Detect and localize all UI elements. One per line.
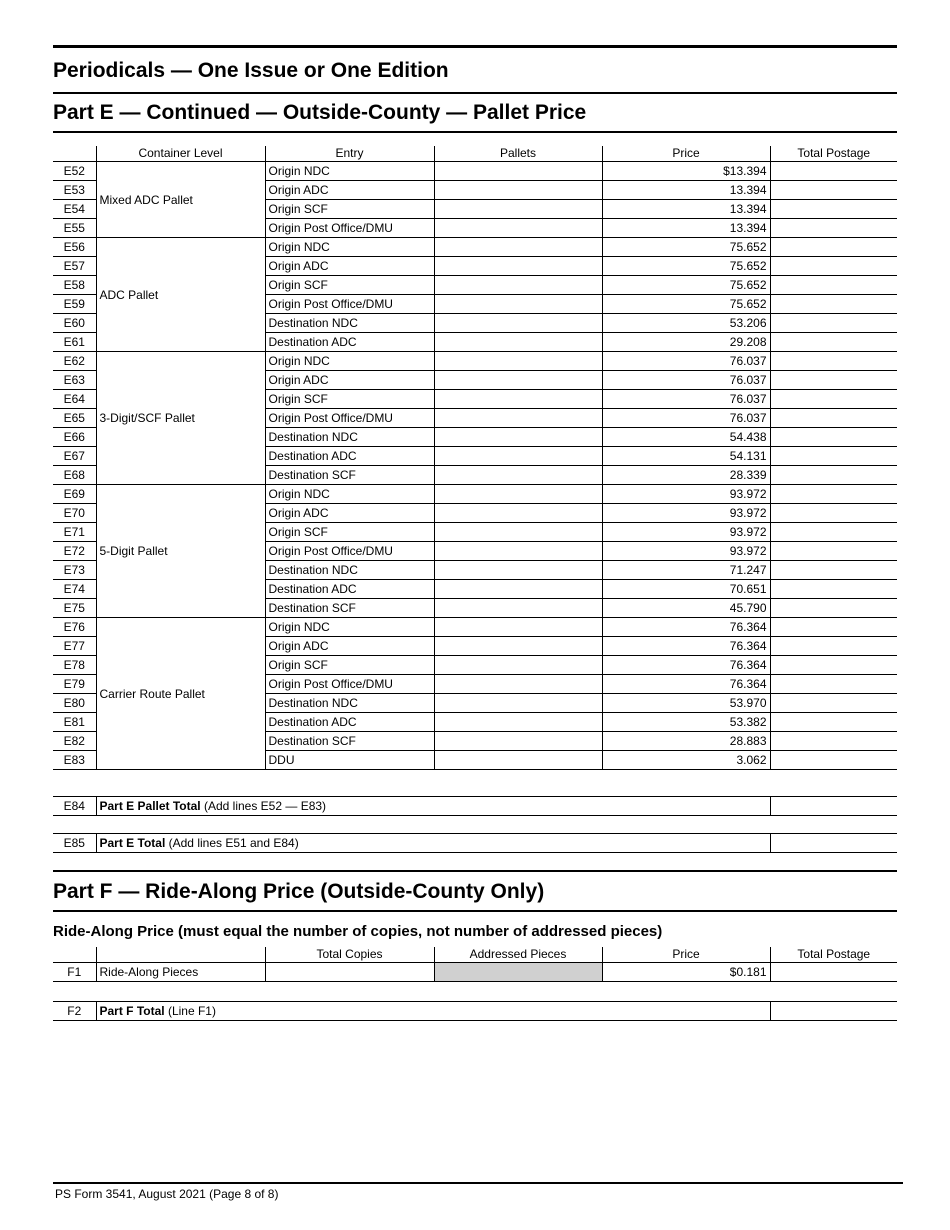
entry-cell: Origin NDC xyxy=(265,162,434,181)
price-cell: 76.037 xyxy=(602,352,770,371)
total-label-note: (Line F1) xyxy=(164,1004,216,1018)
price-cell: 29.208 xyxy=(602,333,770,352)
total-label xyxy=(96,834,770,853)
price-cell: 76.364 xyxy=(602,675,770,694)
line-number: E59 xyxy=(53,295,96,314)
total-postage-field[interactable] xyxy=(770,542,897,561)
price-cell: 93.972 xyxy=(602,485,770,504)
table-row xyxy=(53,485,897,504)
container-level-cell: 5-Digit Pallet xyxy=(96,485,265,618)
line-number: E75 xyxy=(53,599,96,618)
line-number: E63 xyxy=(53,371,96,390)
part-e-heading: Part E — Continued — Outside-County — Pallet Price xyxy=(53,101,587,124)
part-f-header-row xyxy=(53,947,897,963)
total-postage-field[interactable] xyxy=(770,200,897,219)
entry-cell: Origin NDC xyxy=(265,618,434,637)
pallets-field[interactable] xyxy=(434,295,602,314)
total-copies-header: Total Copies xyxy=(265,947,434,963)
total-postage-field[interactable] xyxy=(770,276,897,295)
total-label-note: (Add lines E52 — E83) xyxy=(200,799,327,813)
footer-rule xyxy=(53,1182,903,1184)
price-cell: 75.652 xyxy=(602,276,770,295)
table-row xyxy=(53,238,897,257)
total-postage-field[interactable] xyxy=(770,409,897,428)
line-number: E53 xyxy=(53,181,96,200)
price-cell: 93.972 xyxy=(602,542,770,561)
entry-cell: Destination ADC xyxy=(265,333,434,352)
entry-cell: Origin SCF xyxy=(265,200,434,219)
pallets-header: Pallets xyxy=(434,146,602,162)
total-postage-field[interactable] xyxy=(770,371,897,390)
line-number-header xyxy=(53,146,96,162)
total-postage-field[interactable] xyxy=(770,834,897,853)
total-postage-field[interactable] xyxy=(770,466,897,485)
part-f-top-rule xyxy=(53,870,897,872)
container-level-cell: ADC Pallet xyxy=(96,238,265,352)
line-number: E69 xyxy=(53,485,96,504)
label-header xyxy=(96,947,265,963)
line-number: E83 xyxy=(53,751,96,770)
part-f-heading: Part F — Ride-Along Price (Outside-County Only) xyxy=(53,880,545,903)
price-header: Price xyxy=(602,146,770,162)
total-postage-field[interactable] xyxy=(770,713,897,732)
ride-along-label: Ride-Along Pieces xyxy=(96,963,265,982)
line-number: E57 xyxy=(53,257,96,276)
line-number: E71 xyxy=(53,523,96,542)
pallets-field[interactable] xyxy=(434,181,602,200)
pallets-field[interactable] xyxy=(434,371,602,390)
pallets-field[interactable] xyxy=(434,580,602,599)
total-postage-field[interactable] xyxy=(770,257,897,276)
part-f-subheading: Ride-Along Price (must equal the number of copies, not number of addressed pieces) xyxy=(53,923,663,940)
entry-cell: Destination ADC xyxy=(265,580,434,599)
entry-cell: Origin ADC xyxy=(265,181,434,200)
table-row xyxy=(53,618,897,637)
part-e-pallet-table xyxy=(53,146,897,770)
table-row xyxy=(53,162,897,181)
total-postage-field[interactable] xyxy=(770,333,897,352)
entry-cell: Origin ADC xyxy=(265,637,434,656)
line-number: E72 xyxy=(53,542,96,561)
part-f-total-table xyxy=(53,1001,897,1021)
total-postage-field[interactable] xyxy=(770,618,897,637)
pallets-field[interactable] xyxy=(434,637,602,656)
pallets-field[interactable] xyxy=(434,162,602,181)
total-postage-field[interactable] xyxy=(770,561,897,580)
line-number: E68 xyxy=(53,466,96,485)
total-postage-field[interactable] xyxy=(770,1002,897,1021)
entry-cell: Origin NDC xyxy=(265,485,434,504)
line-number: E78 xyxy=(53,656,96,675)
part-f-divider xyxy=(53,910,897,912)
total-label-note: (Add lines E51 and E84) xyxy=(165,836,299,850)
price-cell: 28.883 xyxy=(602,732,770,751)
price-cell: 76.037 xyxy=(602,371,770,390)
line-number: E54 xyxy=(53,200,96,219)
entry-cell: Origin SCF xyxy=(265,276,434,295)
total-postage-field[interactable] xyxy=(770,963,897,982)
pallets-field[interactable] xyxy=(434,466,602,485)
entry-cell: Destination ADC xyxy=(265,447,434,466)
total-postage-field[interactable] xyxy=(770,694,897,713)
total-postage-field[interactable] xyxy=(770,504,897,523)
entry-cell: Destination SCF xyxy=(265,466,434,485)
ride-along-row xyxy=(53,963,897,982)
price-cell: 54.131 xyxy=(602,447,770,466)
line-number: F1 xyxy=(53,963,96,982)
line-number-header xyxy=(53,947,96,963)
total-postage-field[interactable] xyxy=(770,390,897,409)
pallets-field[interactable] xyxy=(434,599,602,618)
pallets-field[interactable] xyxy=(434,276,602,295)
line-number: E74 xyxy=(53,580,96,599)
price-cell: $13.394 xyxy=(602,162,770,181)
pallets-field[interactable] xyxy=(434,314,602,333)
pallets-field[interactable] xyxy=(434,352,602,371)
entry-cell: Origin ADC xyxy=(265,504,434,523)
total-postage-field[interactable] xyxy=(770,428,897,447)
line-number: E82 xyxy=(53,732,96,751)
part-e-total-row xyxy=(53,834,897,853)
price-cell: 70.651 xyxy=(602,580,770,599)
container-level-header: Container Level xyxy=(96,146,265,162)
price-cell: $0.181 xyxy=(602,963,770,982)
total-postage-field[interactable] xyxy=(770,675,897,694)
addressed-pieces-header: Addressed Pieces xyxy=(434,947,602,963)
line-number: E84 xyxy=(53,797,96,816)
line-number: E52 xyxy=(53,162,96,181)
line-number: E56 xyxy=(53,238,96,257)
line-number: E77 xyxy=(53,637,96,656)
entry-cell: Destination ADC xyxy=(265,713,434,732)
line-number: E66 xyxy=(53,428,96,447)
entry-cell: DDU xyxy=(265,751,434,770)
pallets-field[interactable] xyxy=(434,561,602,580)
entry-header: Entry xyxy=(265,146,434,162)
price-cell: 75.652 xyxy=(602,238,770,257)
pallets-field[interactable] xyxy=(434,751,602,770)
table-row xyxy=(53,352,897,371)
total-label-bold: Part E Total xyxy=(99,836,166,850)
pallets-field[interactable] xyxy=(434,675,602,694)
line-number: E73 xyxy=(53,561,96,580)
entry-cell: Origin NDC xyxy=(265,238,434,257)
line-number: E58 xyxy=(53,276,96,295)
total-label-bold: Part E Pallet Total xyxy=(99,799,201,813)
container-level-cell: Carrier Route Pallet xyxy=(96,618,265,770)
pallets-field[interactable] xyxy=(434,447,602,466)
price-cell: 76.364 xyxy=(602,656,770,675)
entry-cell: Origin SCF xyxy=(265,656,434,675)
entry-cell: Destination SCF xyxy=(265,732,434,751)
container-level-cell: Mixed ADC Pallet xyxy=(96,162,265,238)
container-level-cell: 3-Digit/SCF Pallet xyxy=(96,352,265,485)
part-e-total-table xyxy=(53,833,897,853)
line-number: E60 xyxy=(53,314,96,333)
total-postage-field[interactable] xyxy=(770,447,897,466)
line-number: E80 xyxy=(53,694,96,713)
price-cell: 76.037 xyxy=(602,390,770,409)
price-cell: 13.394 xyxy=(602,219,770,238)
pallets-field[interactable] xyxy=(434,713,602,732)
price-cell: 75.652 xyxy=(602,257,770,276)
total-postage-field[interactable] xyxy=(770,523,897,542)
total-postage-field[interactable] xyxy=(770,797,897,816)
price-cell: 75.652 xyxy=(602,295,770,314)
pallets-field[interactable] xyxy=(434,485,602,504)
price-cell: 53.382 xyxy=(602,713,770,732)
price-cell: 93.972 xyxy=(602,504,770,523)
line-number: E61 xyxy=(53,333,96,352)
line-number: E81 xyxy=(53,713,96,732)
pallets-field[interactable] xyxy=(434,257,602,276)
pallets-field[interactable] xyxy=(434,542,602,561)
total-label xyxy=(96,1002,770,1021)
price-cell: 45.790 xyxy=(602,599,770,618)
page-heading: Periodicals — One Issue or One Edition xyxy=(53,59,449,82)
form-footer: PS Form 3541, August 2021 (Page 8 of 8) xyxy=(55,1187,279,1201)
total-postage-header: Total Postage xyxy=(770,947,897,963)
total-postage-header: Total Postage xyxy=(770,146,897,162)
pallets-field[interactable] xyxy=(434,732,602,751)
line-number: E55 xyxy=(53,219,96,238)
entry-cell: Origin ADC xyxy=(265,371,434,390)
pallets-field[interactable] xyxy=(434,200,602,219)
entry-cell: Destination NDC xyxy=(265,694,434,713)
total-postage-field[interactable] xyxy=(770,637,897,656)
price-cell: 93.972 xyxy=(602,523,770,542)
total-copies-field[interactable] xyxy=(265,963,434,982)
total-postage-field[interactable] xyxy=(770,314,897,333)
total-postage-field[interactable] xyxy=(770,656,897,675)
total-postage-field[interactable] xyxy=(770,599,897,618)
total-postage-field[interactable] xyxy=(770,219,897,238)
entry-cell: Origin SCF xyxy=(265,523,434,542)
pallets-field[interactable] xyxy=(434,523,602,542)
entry-cell: Origin NDC xyxy=(265,352,434,371)
total-postage-field[interactable] xyxy=(770,238,897,257)
price-cell: 76.364 xyxy=(602,618,770,637)
price-cell: 76.364 xyxy=(602,637,770,656)
total-postage-field[interactable] xyxy=(770,732,897,751)
line-number: E62 xyxy=(53,352,96,371)
entry-cell: Destination NDC xyxy=(265,561,434,580)
entry-cell: Destination NDC xyxy=(265,314,434,333)
entry-cell: Origin Post Office/DMU xyxy=(265,675,434,694)
part-e-header-row xyxy=(53,146,897,162)
part-e-pallet-total-row xyxy=(53,797,897,816)
part-f-ride-along-table xyxy=(53,947,897,982)
total-postage-field[interactable] xyxy=(770,181,897,200)
price-cell: 76.037 xyxy=(602,409,770,428)
line-number: F2 xyxy=(53,1002,96,1021)
line-number: E64 xyxy=(53,390,96,409)
price-cell: 54.438 xyxy=(602,428,770,447)
total-postage-field[interactable] xyxy=(770,162,897,181)
line-number: E76 xyxy=(53,618,96,637)
price-cell: 71.247 xyxy=(602,561,770,580)
entry-cell: Origin Post Office/DMU xyxy=(265,219,434,238)
price-cell: 28.339 xyxy=(602,466,770,485)
addressed-pieces-shaded xyxy=(434,963,602,982)
pallets-field[interactable] xyxy=(434,333,602,352)
total-postage-field[interactable] xyxy=(770,352,897,371)
total-postage-field[interactable] xyxy=(770,295,897,314)
pallets-field[interactable] xyxy=(434,694,602,713)
top-rule xyxy=(53,45,897,48)
entry-cell: Origin ADC xyxy=(265,257,434,276)
price-cell: 53.206 xyxy=(602,314,770,333)
pallets-field[interactable] xyxy=(434,238,602,257)
total-label-bold: Part F Total xyxy=(99,1004,165,1018)
pallets-field[interactable] xyxy=(434,409,602,428)
part-e-pallet-total-table xyxy=(53,796,897,816)
price-cell: 53.970 xyxy=(602,694,770,713)
pallets-field[interactable] xyxy=(434,656,602,675)
pallets-field[interactable] xyxy=(434,618,602,637)
pallets-field[interactable] xyxy=(434,428,602,447)
price-header: Price xyxy=(602,947,770,963)
pallets-field[interactable] xyxy=(434,390,602,409)
pallets-field[interactable] xyxy=(434,219,602,238)
heading-divider xyxy=(53,92,897,94)
entry-cell: Origin SCF xyxy=(265,390,434,409)
total-postage-field[interactable] xyxy=(770,580,897,599)
total-postage-field[interactable] xyxy=(770,751,897,770)
price-cell: 13.394 xyxy=(602,200,770,219)
entry-cell: Destination NDC xyxy=(265,428,434,447)
price-cell: 13.394 xyxy=(602,181,770,200)
entry-cell: Origin Post Office/DMU xyxy=(265,542,434,561)
total-label xyxy=(96,797,770,816)
total-postage-field[interactable] xyxy=(770,485,897,504)
line-number: E65 xyxy=(53,409,96,428)
entry-cell: Origin Post Office/DMU xyxy=(265,295,434,314)
line-number: E79 xyxy=(53,675,96,694)
line-number: E70 xyxy=(53,504,96,523)
part-f-total-row xyxy=(53,1002,897,1021)
price-cell: 3.062 xyxy=(602,751,770,770)
line-number: E85 xyxy=(53,834,96,853)
part-e-divider xyxy=(53,131,897,133)
line-number: E67 xyxy=(53,447,96,466)
entry-cell: Destination SCF xyxy=(265,599,434,618)
entry-cell: Origin Post Office/DMU xyxy=(265,409,434,428)
pallets-field[interactable] xyxy=(434,504,602,523)
